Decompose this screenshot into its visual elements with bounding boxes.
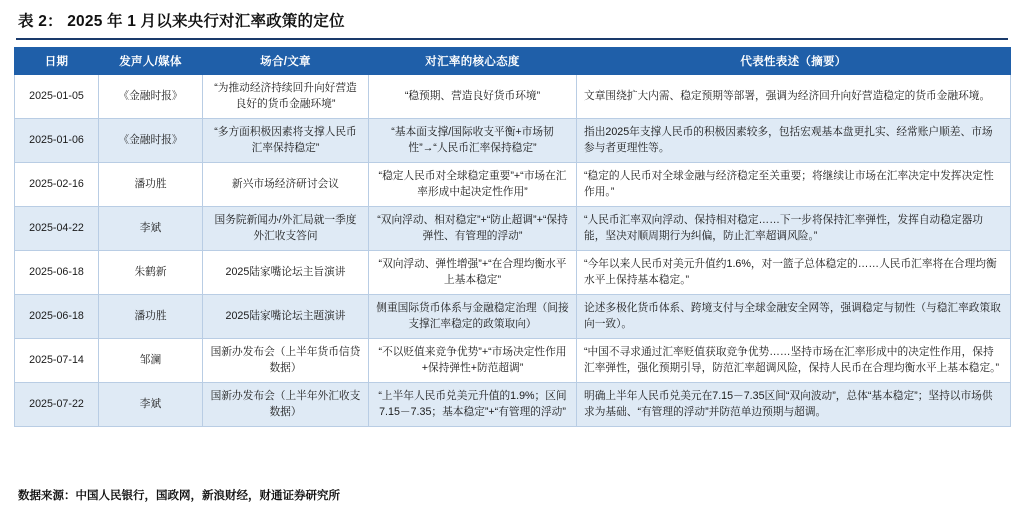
cell-speaker: 朱鹤新: [99, 251, 203, 295]
cell-date: 2025-02-16: [15, 163, 99, 207]
cell-date: 2025-07-14: [15, 339, 99, 383]
table-row: [15, 75, 1011, 119]
column-header-date: 日期: [15, 48, 99, 75]
cell-date: 2025-01-05: [15, 75, 99, 119]
cell-occasion: 国新办发布会（上半年货币信贷数据）: [203, 339, 369, 383]
cell-occasion: 国新办发布会（上半年外汇收支数据）: [203, 383, 369, 427]
table-row: [15, 251, 1011, 295]
cell-date: 2025-06-18: [15, 251, 99, 295]
source-note: 数据来源：中国人民银行，国政网，新浪财经，财通证券研究所: [18, 490, 340, 502]
cell-date: 2025-01-06: [15, 119, 99, 163]
cell-attitude: “基本面支撑/国际收支平衡+市场韧性”→“人民币汇率保持稳定”: [369, 119, 577, 163]
cell-occasion: 国务院新闻办/外汇局就一季度外汇收支答问: [203, 207, 369, 251]
column-header-attitude: 对汇率的核心态度: [369, 48, 577, 75]
cell-occasion: 2025陆家嘴论坛主旨演讲: [203, 251, 369, 295]
cell-occasion: “多方面积极因素将支撑人民币汇率保持稳定”: [203, 119, 369, 163]
table-row: [15, 295, 1011, 339]
cell-speaker: 《金融时报》: [99, 75, 203, 119]
cell-attitude: “稳定人民币对全球稳定重要”+“市场在汇率形成中起决定性作用”: [369, 163, 577, 207]
cell-date: 2025-07-22: [15, 383, 99, 427]
cell-quote: 文章围绕扩大内需、稳定预期等部署，强调为经济回升向好营造稳定的货币金融环境。: [577, 75, 1011, 119]
column-header-occasion: 场合/文章: [203, 48, 369, 75]
column-header-speaker: 发声人/媒体: [99, 48, 203, 75]
cell-attitude: 侧重国际货币体系与金融稳定治理（间接支撑汇率稳定的政策取向）: [369, 295, 577, 339]
cell-speaker: 潘功胜: [99, 295, 203, 339]
exchange-rate-policy-table: [14, 47, 1011, 427]
cell-attitude: “稳预期、营造良好货币环境”: [369, 75, 577, 119]
cell-quote: 明确上半年人民币兑美元在7.15－7.35区间“双向波动”，总体“基本稳定”；坚持以市场供求为基础、“有管理的浮动”并防范单边预期与超调。: [577, 383, 1011, 427]
table-row: [15, 383, 1011, 427]
cell-date: 2025-06-18: [15, 295, 99, 339]
table-row: [15, 207, 1011, 251]
table-header-row: [15, 48, 1011, 75]
cell-attitude: “不以贬值来竞争优势”+“市场决定性作用+保持弹性+防范超调”: [369, 339, 577, 383]
cell-date: 2025-04-22: [15, 207, 99, 251]
table-body: [15, 75, 1011, 427]
cell-quote: 指出2025年支撑人民币的积极因素较多，包括宏观基本盘更扎实、经常账户顺差、市场参与者更理性等。: [577, 119, 1011, 163]
cell-speaker: 邹澜: [99, 339, 203, 383]
cell-attitude: “上半年人民币兑美元升值的1.9%；区间7.15－7.35；基本稳定”+“有管理的浮动”: [369, 383, 577, 427]
column-header-quote: 代表性表述（摘要）: [577, 48, 1011, 75]
cell-quote: 论述多极化货币体系、跨境支付与全球金融安全网等，强调稳定与韧性（与稳汇率政策取向一致）。: [577, 295, 1011, 339]
cell-quote: “今年以来人民币对美元升值约1.6%，对一篮子总体稳定的……人民币汇率将在合理均衡水平上保持基本稳定。”: [577, 251, 1011, 295]
cell-occasion: 2025陆家嘴论坛主题演讲: [203, 295, 369, 339]
table-row: [15, 339, 1011, 383]
table-row: [15, 119, 1011, 163]
cell-occasion: “为推动经济持续回升向好营造良好的货币金融环境”: [203, 75, 369, 119]
cell-speaker: 李斌: [99, 383, 203, 427]
cell-speaker: 《金融时报》: [99, 119, 203, 163]
cell-quote: “稳定的人民币对全球金融与经济稳定至关重要；将继续让市场在汇率决定中发挥决定性作用。”: [577, 163, 1011, 207]
cell-quote: “中国不寻求通过汇率贬值获取竞争优势……坚持市场在汇率形成中的决定性作用，保持汇率弹性，强化预期引导，防范汇率超调风险，保持人民币在合理均衡水平上基本稳定。”: [577, 339, 1011, 383]
cell-speaker: 李斌: [99, 207, 203, 251]
table-row: [15, 163, 1011, 207]
cell-speaker: 潘功胜: [99, 163, 203, 207]
table-header: [15, 48, 1011, 75]
page-title: 表 2： 2025 年 1 月以来央行对汇率政策的定位: [18, 13, 345, 30]
cell-occasion: 新兴市场经济研讨会议: [203, 163, 369, 207]
cell-attitude: “双向浮动、相对稳定”+“防止超调”+“保持弹性、有管理的浮动”: [369, 207, 577, 251]
cell-quote: “人民币汇率双向浮动、保持相对稳定……下一步将保持汇率弹性，发挥自动稳定器功能，坚决对顺周期行为纠偏，防止汇率超调风险。”: [577, 207, 1011, 251]
cell-attitude: “双向浮动、弹性增强”+“在合理均衡水平上基本稳定”: [369, 251, 577, 295]
title-divider: [16, 38, 1008, 40]
